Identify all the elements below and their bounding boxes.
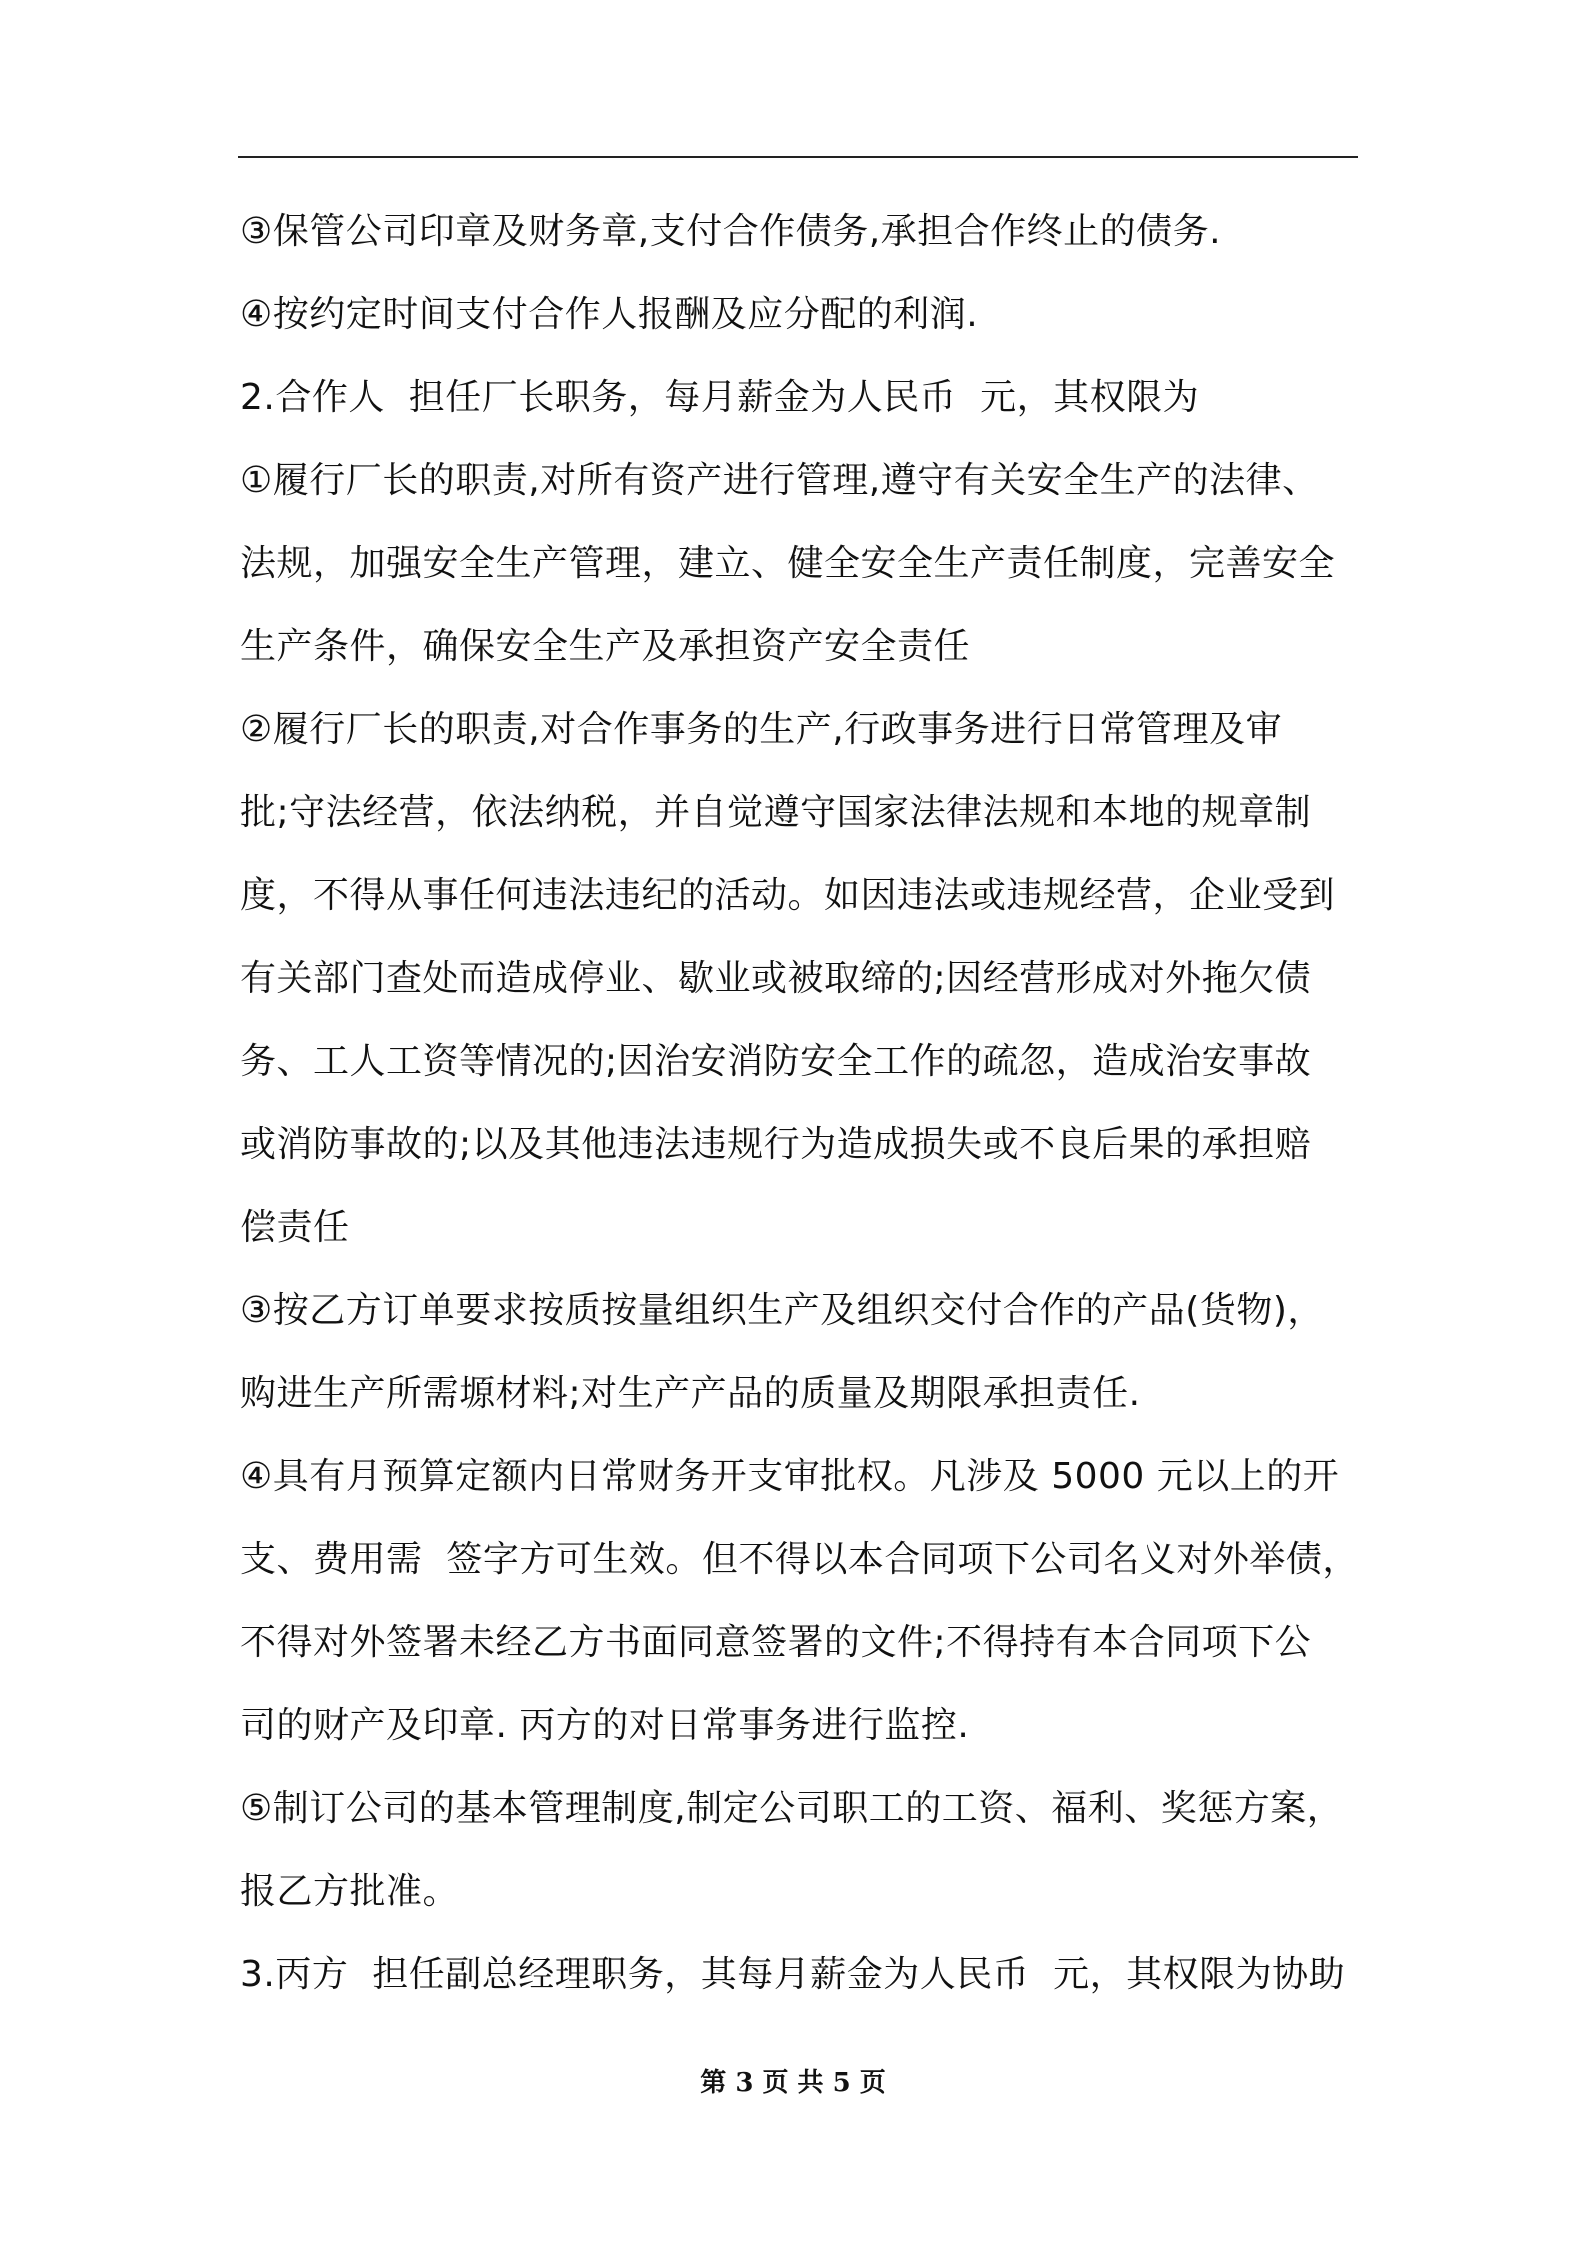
text-line: ①履行厂长的职责,对所有资产进行管理,遵守有关安全生产的法律、: [240, 460, 1319, 501]
text-line: 2.合作人 担任厂长职务，每月薪金为人民币 元，其权限为: [240, 377, 1200, 418]
text-line: 司的财产及印章. 丙方的对日常事务进行监控.: [240, 1705, 970, 1746]
text-line: ②履行厂长的职责,对合作事务的生产,行政事务进行日常管理及审: [240, 709, 1283, 750]
text-line: 购进生产所需塬材料;对生产产品的质量及期限承担责任.: [240, 1373, 1141, 1414]
text-line: ④按约定时间支付合作人报酬及应分配的利润.: [240, 294, 979, 335]
page-number-footer: 第 3 页 共 5 页: [700, 2068, 886, 2098]
text-line: 或消防事故的;以及其他违法违规行为造成损失或不良后果的承担赔: [240, 1124, 1312, 1165]
text-line: 偿责任: [240, 1207, 350, 1248]
text-line: ④具有月预算定额内日常财务开支审批权。凡涉及 5000 元以上的开: [240, 1456, 1340, 1497]
text-line: 生产条件，确保安全生产及承担资产安全责任: [240, 626, 971, 667]
text-line: 不得对外签署未经乙方书面同意签署的文件;不得持有本合同项下公: [240, 1622, 1312, 1663]
text-line: 报乙方批准。: [240, 1871, 460, 1912]
text-line: ⑤制订公司的基本管理制度,制定公司职工的工资、福利、奖惩方案，: [240, 1788, 1344, 1829]
document-body: [240, 190, 1360, 2016]
text-line: 支、费用需 签字方可生效。但不得以本合同项下公司名义对外举债，: [240, 1539, 1359, 1580]
text-line: 度，不得从事任何违法违纪的活动。如因违法或违规经营，企业受到: [240, 875, 1336, 916]
text-line: 法规，加强安全生产管理，建立、健全安全生产责任制度，完善安全: [240, 543, 1336, 584]
text-line: 务、工人工资等情况的;因治安消防安全工作的疏忽，造成治安事故: [240, 1041, 1312, 1082]
text-line: 3.丙方 担任副总经理职务，其每月薪金为人民币 元，其权限为协助: [240, 1954, 1346, 1995]
text-line: ③按乙方订单要求按质按量组织生产及组织交付合作的产品(货物)，: [240, 1290, 1324, 1331]
text-line: 批;守法经营，依法纳税，并自觉遵守国家法律法规和本地的规章制: [240, 792, 1312, 833]
header-rule: [238, 156, 1358, 158]
text-line: ③保管公司印章及财务章,支付合作债务,承担合作终止的债务.: [240, 211, 1222, 252]
text-line: 有关部门查处而造成停业、歇业或被取缔的;因经营形成对外拖欠债: [240, 958, 1312, 999]
